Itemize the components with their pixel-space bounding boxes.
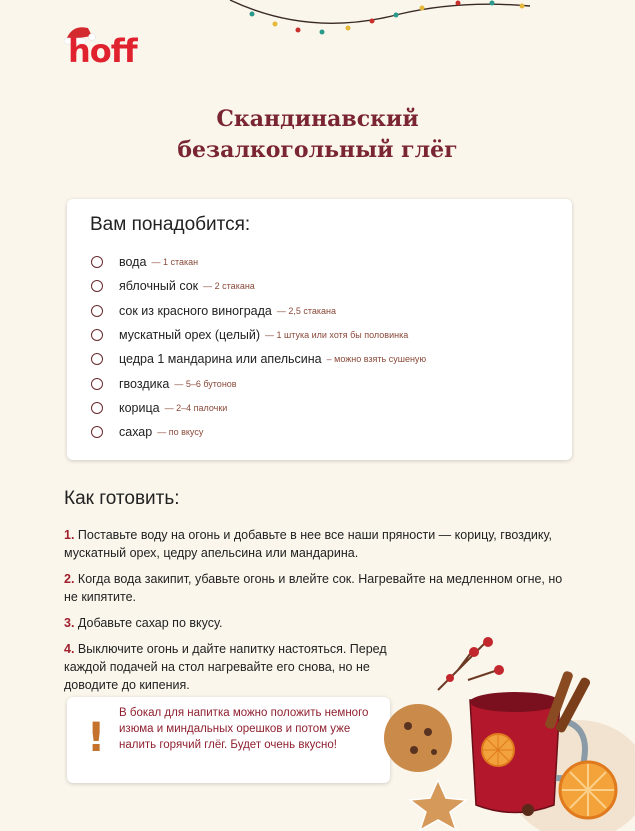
ingredient-item bbox=[91, 396, 572, 420]
checkbox-circle-icon[interactable] bbox=[91, 280, 103, 292]
ingredient-name: яблочный сок bbox=[119, 279, 199, 294]
mulled-drink-illustration bbox=[378, 630, 635, 831]
ingredient-quantity: — 5–6 бутонов bbox=[174, 378, 237, 389]
ingredient-quantity: — 1 штука или хотя бы половинка bbox=[265, 330, 409, 341]
step-item bbox=[64, 640, 394, 694]
page-title-line1: Скандинавский bbox=[216, 106, 419, 132]
checkbox-circle-icon[interactable] bbox=[91, 256, 103, 268]
page-title-line2: безалкогольный глёг bbox=[177, 137, 458, 163]
step-text: Добавьте сахар по вкусу. bbox=[77, 616, 223, 630]
ingredient-item bbox=[91, 250, 572, 274]
tip-card bbox=[67, 697, 390, 783]
page-title bbox=[0, 104, 635, 166]
checkbox-circle-icon[interactable] bbox=[91, 378, 103, 390]
step-item bbox=[64, 526, 574, 562]
how-to-heading: Как готовить: bbox=[64, 488, 180, 509]
checkbox-circle-icon[interactable] bbox=[91, 426, 103, 438]
hoff-logo[interactable]: hoff bbox=[68, 32, 137, 70]
garland-lights bbox=[200, 0, 560, 40]
ingredient-name: сок из красного винограда bbox=[119, 303, 272, 318]
ingredient-quantity: — 2 стакана bbox=[203, 281, 255, 292]
step-number: 2. bbox=[64, 572, 75, 586]
checkbox-circle-icon[interactable] bbox=[91, 402, 103, 414]
ingredient-quantity: — по вкусу bbox=[157, 427, 204, 438]
exclamation-icon: ! bbox=[87, 715, 106, 761]
ingredient-item bbox=[91, 371, 572, 395]
ingredient-name: сахар bbox=[119, 425, 153, 440]
ingredient-item bbox=[91, 323, 572, 347]
ingredient-name: гвоздика bbox=[119, 376, 170, 391]
tip-text: В бокал для напитка можно положить немного изюма и миндальных орешков и потом уже налить горячий глёг. Будет очень вкусно! bbox=[119, 707, 369, 751]
step-text: Когда вода закипит, убавьте огонь и влейте сок. Нагревайте на медленном огне, но не кипятите. bbox=[64, 572, 563, 604]
step-number: 3. bbox=[64, 616, 75, 630]
ingredient-name: корица bbox=[119, 400, 160, 415]
ingredient-item bbox=[91, 299, 572, 323]
ingredients-card bbox=[67, 199, 572, 460]
ingredient-item bbox=[91, 274, 572, 298]
ingredient-item bbox=[91, 420, 572, 444]
ingredient-quantity: — 2–4 палочки bbox=[164, 402, 228, 413]
ingredient-item bbox=[91, 347, 572, 371]
step-number: 4. bbox=[64, 642, 75, 656]
ingredient-quantity: — 2,5 стакана bbox=[276, 305, 337, 316]
step-text: Выключите огонь и дайте напитку настояться. Перед каждой подачей на стол нагревайте его снова, но не доводите до кипения. bbox=[64, 642, 387, 692]
ingredient-quantity: — 1 стакан bbox=[151, 257, 199, 268]
step-text: Поставьте воду на огонь и добавьте в нее все наши пряности — корицу, гвоздику, мускатный орех, цедру апельсина или мандарина. bbox=[64, 528, 552, 560]
ingredient-name: цедра 1 мандарина или апельсина bbox=[119, 352, 322, 367]
checkbox-circle-icon[interactable] bbox=[91, 305, 103, 317]
checkbox-circle-icon[interactable] bbox=[91, 353, 103, 365]
ingredient-name: вода bbox=[119, 255, 147, 270]
ingredient-name: мускатный орех (целый) bbox=[119, 328, 261, 343]
step-item bbox=[64, 570, 574, 606]
checkbox-circle-icon[interactable] bbox=[91, 329, 103, 341]
ingredient-quantity: – можно взять сушеную bbox=[326, 354, 427, 365]
ingredients-heading: Вам понадобится: bbox=[90, 214, 251, 235]
step-number: 1. bbox=[64, 528, 75, 542]
